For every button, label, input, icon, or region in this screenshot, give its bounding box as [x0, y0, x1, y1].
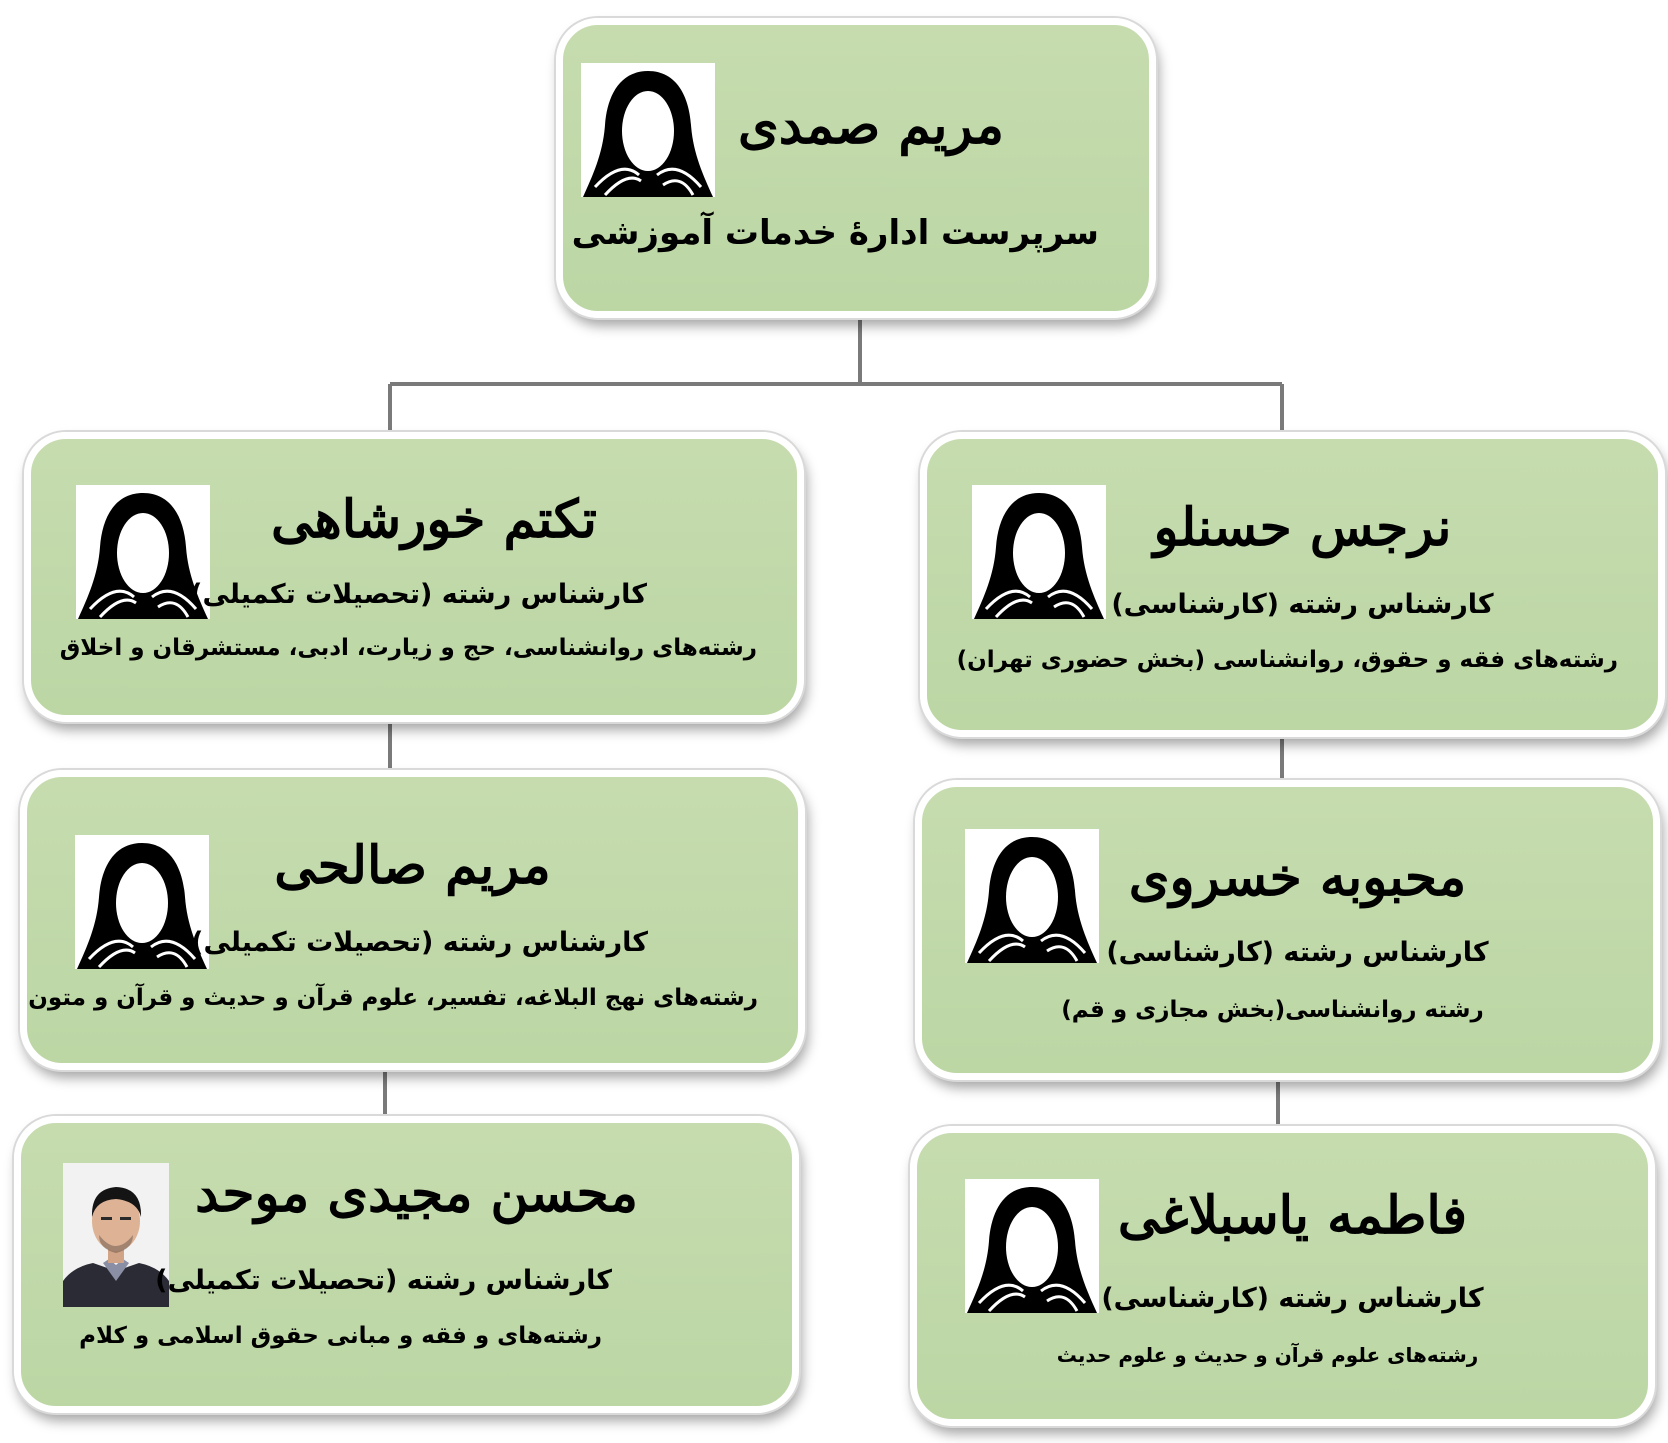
- person-fields: رشته‌های علوم قرآن و حدیث و علوم حدیث: [1056, 1343, 1479, 1367]
- person-name: محبوبه خسروی: [1128, 847, 1467, 908]
- org-card-right-1: [920, 432, 1665, 737]
- veiled-woman-silhouette-icon: [972, 485, 1106, 619]
- person-title: کارشناس رشته (تحصیلات تکمیلی): [190, 579, 647, 610]
- person-name: محسن مجیدی موحد: [195, 1163, 638, 1224]
- man-portrait-photo-icon: [63, 1163, 169, 1307]
- org-card-left-1: [24, 432, 804, 722]
- person-title: کارشناس رشته (کارشناسی): [1101, 1283, 1484, 1314]
- person-title: سرپرست ادارۀ خدمات آموزشی: [571, 213, 1099, 253]
- person-name: فاطمه یاسبلاغی: [1117, 1185, 1468, 1246]
- org-card-right-3: [910, 1126, 1655, 1426]
- veiled-woman-silhouette-icon: [965, 1179, 1099, 1313]
- veiled-woman-silhouette-icon: [965, 829, 1099, 963]
- person-name: تکتم خورشاهی: [271, 489, 597, 550]
- person-title: کارشناس رشته (کارشناسی): [1106, 937, 1489, 968]
- org-card-root: [556, 18, 1156, 318]
- person-fields: رشته‌های و فقه و مبانی حقوق اسلامی و کلام: [79, 1323, 602, 1349]
- org-card-left-2: [20, 770, 805, 1070]
- veiled-woman-silhouette-icon: [581, 63, 715, 197]
- person-name: مریم صمدی: [738, 95, 1004, 156]
- person-fields: رشته‌های روانشناسی، حج و زیارت، ادبی، مستشرقان و اخلاق: [59, 635, 757, 661]
- org-card-left-3: [14, 1116, 799, 1413]
- person-title: کارشناس رشته (تحصیلات تکمیلی): [191, 927, 648, 958]
- org-card-right-2: [915, 780, 1660, 1080]
- person-title: کارشناس رشته (تحصیلات تکمیلی): [155, 1265, 612, 1296]
- person-title: کارشناس رشته (کارشناسی): [1111, 589, 1494, 620]
- person-fields: رشته‌های نهج البلاغه، تفسیر، علوم قرآن و حدیث و قرآن و متون: [28, 985, 758, 1011]
- veiled-woman-silhouette-icon: [75, 835, 209, 969]
- person-name: نرجس حسنلو: [1153, 497, 1452, 558]
- person-fields: رشته روانشناسی(بخش مجازی و قم): [1061, 997, 1484, 1023]
- person-name: مریم صالحی: [274, 835, 551, 896]
- person-fields: رشته‌های فقه و حقوق، روانشناسی (بخش حضوری تهران): [956, 647, 1618, 673]
